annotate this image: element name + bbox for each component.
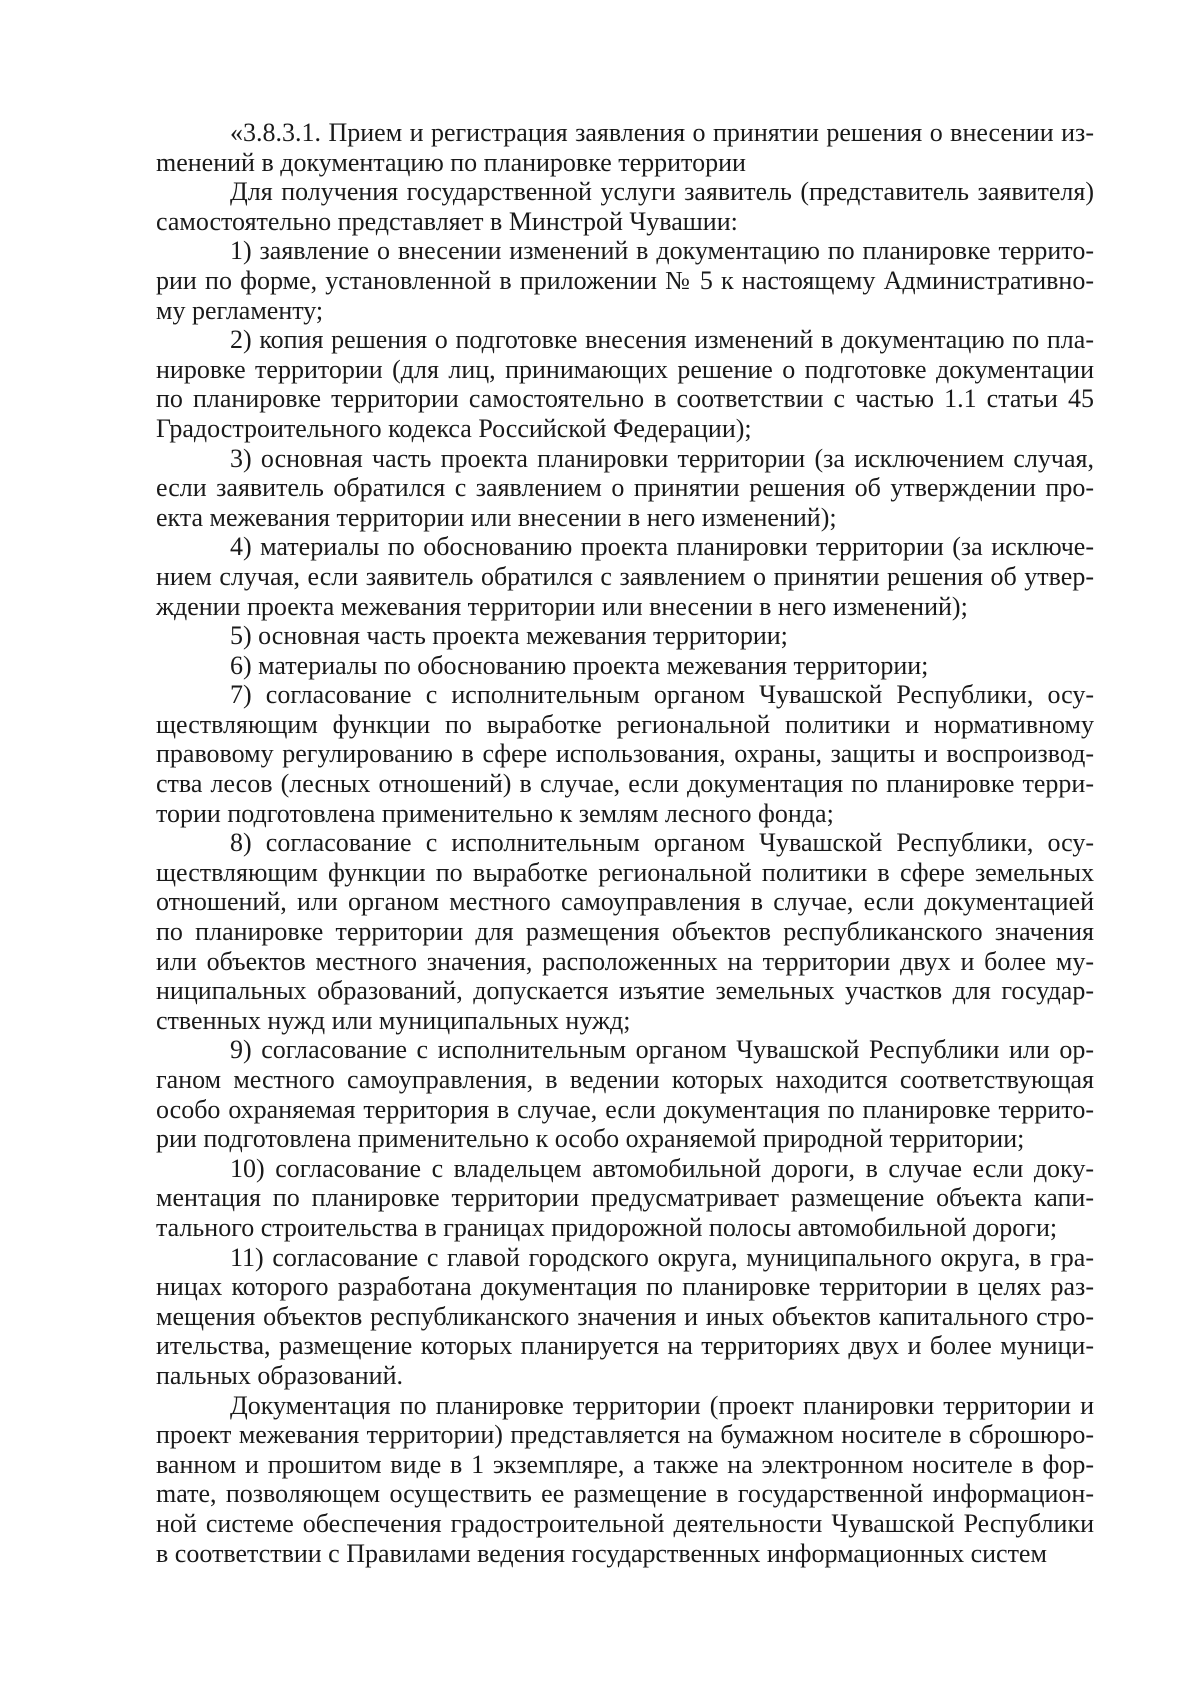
list-item-6: 6) материалы по обоснованию проекта межевания территории; xyxy=(230,650,929,680)
list-item-9: 9) согласование с исполнительным органом Чувашской Республики или органом местного самоуправления, в ведении которых находится соответствующая особо охраняемая территория в случае, если документация по планировке территории подготовлена применительно к особо охраняемой природной территории; xyxy=(156,1035,1094,1154)
paragraph-documentation: Документация по планировке территории (проект планировки территории и проект межевания территории) представляется на бумажном носителе в сброшюрованном и прошитом виде в 1 экземпляре, а также на электронном носителе в форmате, позволяющем осуществить ее размещение в государственной информационной системе обеспечения градостроительной деятельности Чувашской Республики в соответствии с Правилами ведения государственных информационных систем xyxy=(156,1390,1094,1568)
list-item-10: 10) согласование с владельцем автомобильной дороги, в случае если документация по планировке территории предусматривает размещение объекта капитального строительства в границах придорожной полосы автомобильной дороги; xyxy=(156,1153,1094,1242)
list-item-5: 5) основная часть проекта межевания территории; xyxy=(230,621,788,651)
paragraph-intro: Для получения государственной услуги заявитель (представитель заявителя) самостоятельно представляет в Минстрой Чувашии: xyxy=(156,177,1094,236)
paragraph-heading-3-8-3-1: «3.8.3.1. Прием и регистрация заявления о принятии решения о внесении изmенений в документацию по планировке территории xyxy=(156,118,1094,177)
list-item-11: 11) согласование с главой городского округа, муниципального округа, в границах которого разработана документация по планировке территории в целях размещения объектов республиканского значения и иных объектов капитального строительства, размещение которых планируется на территориях двух и более муниципальных образований. xyxy=(156,1242,1094,1390)
list-item-8: 8) согласование с исполнительным органом Чувашской Республики, осуществляющим функции по выработке региональной политики в сфере земельных отношений, или органом местного самоуправления в случае, если документацией по планировке территории для размещения объектов республиканского значения или объектов местного значения, расположенных на территории двух и более муниципальных образований, допускается изъятие земельных участков для государственных нужд или муниципальных нужд; xyxy=(156,828,1094,1035)
document-page xyxy=(156,118,1094,1568)
list-item-2: 2) копия решения о подготовке внесения изменений в документацию по планировке территории (для лиц, принимающих решение о подготовке документации по планировке территории самостоятельно в соответствии с частью 1.1 статьи 45 Градостроительного кодекса Российской Федерации); xyxy=(156,325,1094,443)
list-item-4: 4) материалы по обоснованию проекта планировки территории (за исключением случая, если заявитель обратился с заявлением о принятии решения об утверждении проекта межевания территории или внесении в него изменений); xyxy=(156,532,1094,621)
list-item-3: 3) основная часть проекта планировки территории (за исключением случая, если заявитель обратился с заявлением о принятии решения об утверждении проекта межевания территории или внесении в него изменений); xyxy=(156,443,1094,532)
list-item-1: 1) заявление о внесении изменений в документацию по планировке территории по форме, установленной в приложении № 5 к настоящему Административному регламенту; xyxy=(156,236,1094,325)
list-item-7: 7) согласование с исполнительным органом Чувашской Республики, осуществляющим функции по выработке региональной политики и нормативному правовому регулированию в сфере использования, охраны, защиты и воспроизводства лесов (лесных отношений) в случае, если документация по планировке территории подготовлена применительно к землям лесного фонда; xyxy=(156,680,1094,828)
